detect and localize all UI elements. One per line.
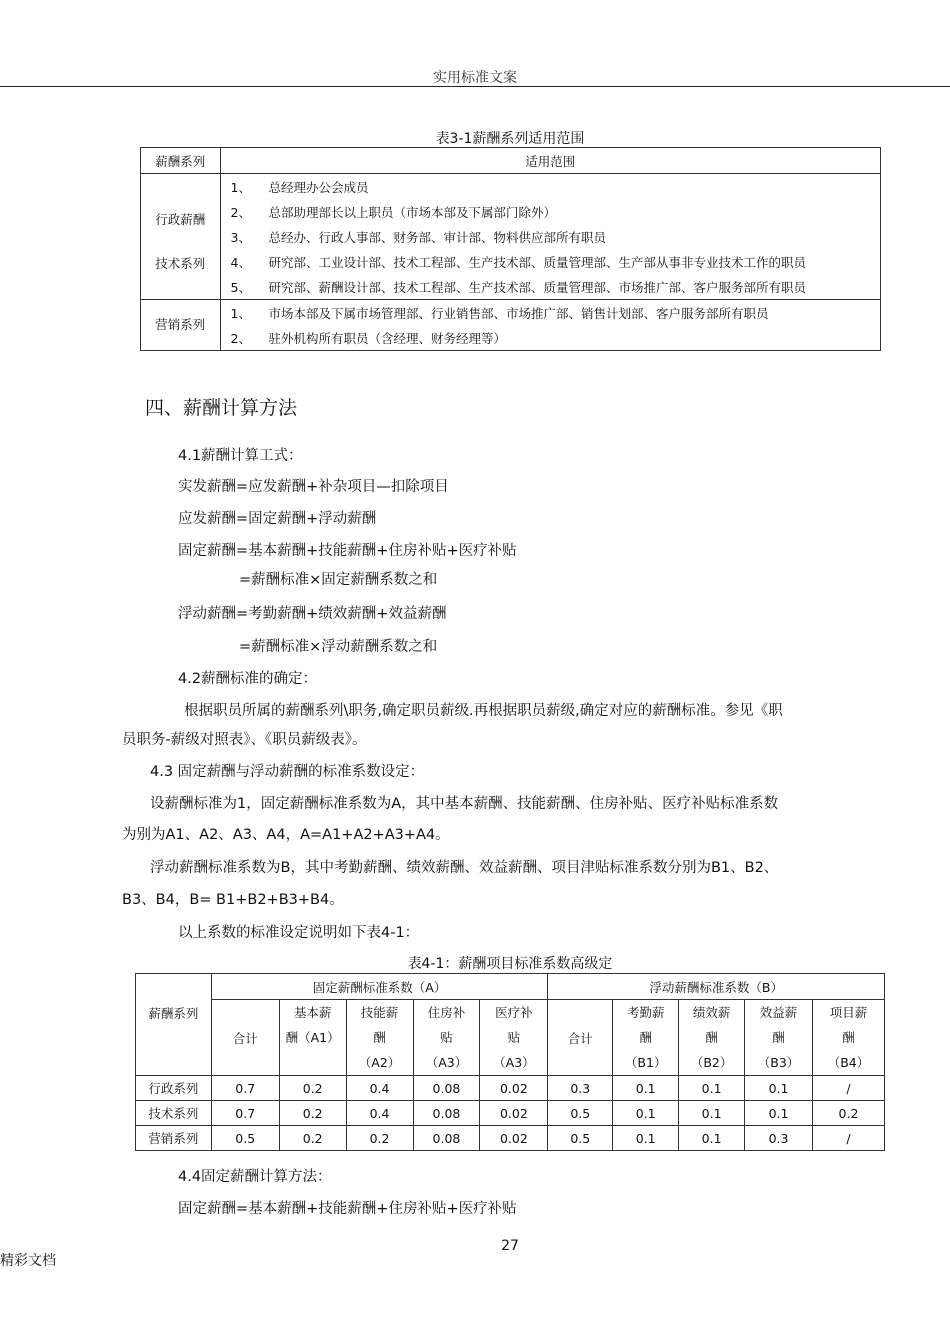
item-text: 总经办、行政人事部、财务部、审计部、物料供应部所有职员	[268, 229, 607, 245]
row-label: 营销系列	[136, 1126, 212, 1151]
col-header-a-total: 合计	[211, 1000, 279, 1076]
paragraph-4-3-line2: 为别为A1、A2、A3、A4，A=A1+A2+A3+A4。	[122, 827, 450, 843]
series-name-line1: 行政薪酬	[155, 211, 206, 227]
cell: 0.1	[613, 1101, 679, 1126]
cell: 0.08	[413, 1076, 480, 1101]
col-header-line: 技能薪	[360, 1005, 399, 1020]
series-name-line2: 技术系列	[155, 255, 206, 271]
paragraph-4-2-line2: 员职务-薪级对照表》、《职员薪级表》。	[122, 732, 367, 748]
list-item	[221, 174, 880, 199]
col-header-line: 效益薪	[759, 1005, 798, 1020]
col-header-line: 绩效薪	[692, 1005, 731, 1020]
cell: 0.1	[679, 1076, 745, 1101]
header-divider	[0, 86, 950, 87]
paragraph-4-2-line1: 根据职员所属的薪酬系列\职务,确定职员薪级.再根据职员薪级,确定对应的薪酬标准。参见《职	[184, 703, 783, 719]
table2-caption: 表4-1：薪酬项目标准系数高级定	[407, 956, 613, 972]
header-title: 实用标准文案	[433, 70, 517, 86]
col-header-a1	[279, 1000, 346, 1076]
list-item	[221, 274, 880, 299]
item-number: 1、	[230, 179, 251, 195]
cell: 0.5	[548, 1101, 613, 1126]
list-item	[221, 224, 880, 249]
item-number: 3、	[230, 229, 251, 245]
col-header-a3	[413, 1000, 480, 1076]
col-header-line: （B2）	[690, 1055, 733, 1070]
cell: 0.7	[211, 1076, 279, 1101]
page-number: 27	[501, 1238, 519, 1254]
paragraph-4-3-line1: 设薪酬标准为1，固定薪酬标准系数为A，其中基本薪酬、技能薪酬、住房补贴、医疗补贴标准系数	[150, 796, 779, 812]
paragraph-4-3-line3: 浮动薪酬标准系数为B，其中考勤薪酬、绩效薪酬、效益薪酬、项目津贴标准系数分别为B1、B2、	[150, 860, 779, 876]
item-text: 总经理办公会成员	[268, 179, 369, 195]
cell: 0.4	[346, 1076, 413, 1101]
item-text: 研究部、薪酬设计部、技术工程部、生产技术部、质量管理部、市场推广部、客户服务部所有职员	[268, 279, 807, 295]
cell: 0.02	[480, 1101, 548, 1126]
group-header-fixed: 固定薪酬标准系数（A）	[211, 974, 548, 1000]
table-row	[136, 1101, 885, 1126]
table-row	[136, 1076, 885, 1101]
formula-floating-pay: 浮动薪酬=考勤薪酬+绩效薪酬+效益薪酬	[178, 606, 447, 622]
cell: 0.4	[346, 1101, 413, 1126]
cell: 0.5	[548, 1126, 613, 1151]
cell: 0.3	[745, 1126, 813, 1151]
item-number: 1、	[230, 305, 251, 321]
col-header-line: （B4）	[827, 1055, 870, 1070]
item-text: 驻外机构所有职员（含经理、财务经理等）	[268, 330, 507, 346]
cell: 0.08	[413, 1101, 480, 1126]
cell: 0.2	[346, 1126, 413, 1151]
formula-floating-pay-2: =薪酬标准×浮动薪酬系数之和	[239, 639, 438, 655]
col-header-series: 薪酬系列	[141, 148, 221, 174]
item-number: 2、	[230, 330, 251, 346]
section-heading: 四、薪酬计算方法	[145, 397, 298, 419]
item-text: 研究部、工业设计部、技术工程部、生产技术部、质量管理部、生产部从事非专业技术工作的职员	[268, 254, 807, 270]
col-header-line: （A3）	[425, 1055, 468, 1070]
col-header-line: 酬	[639, 1030, 652, 1045]
col-header-line: 酬（A1）	[285, 1030, 340, 1045]
cell: 0.1	[745, 1076, 813, 1101]
cell: 0.1	[745, 1101, 813, 1126]
col-header-line: 贴	[440, 1030, 453, 1045]
item-number: 2、	[230, 204, 251, 220]
col-header-scope: 适用范围	[220, 148, 880, 174]
cell: 0.08	[413, 1126, 480, 1151]
series-sales	[141, 300, 221, 351]
row-label: 技术系列	[136, 1101, 212, 1126]
col-header-a4	[480, 1000, 548, 1076]
scope-list-sales	[220, 300, 880, 351]
cell: 0.02	[480, 1076, 548, 1101]
cell: /	[813, 1126, 885, 1151]
formula-net-pay: 实发薪酬=应发薪酬+补杂项目—扣除项目	[178, 479, 449, 495]
item-number: 4、	[230, 254, 251, 270]
col-header-line: 考勤薪	[626, 1005, 665, 1020]
formula-gross-pay: 应发薪酬=固定薪酬+浮动薪酬	[178, 511, 377, 527]
col-header-line: （A2）	[358, 1055, 401, 1070]
item-text: 市场本部及下属市场管理部、行业销售部、市场推广部、销售计划部、客户服务部所有职员	[268, 305, 769, 321]
col-header-a2	[346, 1000, 413, 1076]
list-item	[221, 325, 880, 350]
row-label: 行政系列	[136, 1076, 212, 1101]
cell: 0.1	[679, 1101, 745, 1126]
col-header-line: （A3）	[493, 1055, 535, 1070]
cell: 0.02	[480, 1126, 548, 1151]
cell: 0.2	[279, 1126, 346, 1151]
list-item	[221, 300, 880, 325]
coefficient-table	[135, 973, 885, 1151]
list-item	[221, 199, 880, 224]
group-header-floating: 浮动薪酬标准系数（B）	[548, 974, 885, 1000]
col-header-line: 项目薪	[829, 1005, 868, 1020]
col-header-b1	[613, 1000, 679, 1076]
footer-note: 精彩文档	[0, 1253, 56, 1269]
col-header-line: 酬	[705, 1030, 718, 1045]
cell: 0.3	[548, 1076, 613, 1101]
list-item	[221, 249, 880, 274]
col-header-line: 酬	[842, 1030, 855, 1045]
paragraph-4-3-line5: 以上系数的标准设定说明如下表4-1：	[178, 925, 420, 941]
col-header-line: 酬	[772, 1030, 785, 1045]
col-header-line: （B3）	[757, 1055, 800, 1070]
cell: 0.2	[279, 1076, 346, 1101]
cell: 0.5	[211, 1126, 279, 1151]
item-number: 5、	[230, 279, 251, 295]
cell: 0.1	[613, 1126, 679, 1151]
subsection-4-2: 4.2薪酬标准的确定：	[178, 671, 318, 687]
subsection-4-1: 4.1薪酬计算工式：	[178, 448, 303, 464]
col-header-line: 贴	[507, 1030, 521, 1045]
col-header-b2	[679, 1000, 745, 1076]
cell: /	[813, 1076, 885, 1101]
col-header-line: （B1）	[624, 1055, 667, 1070]
col-header-line: 医疗补	[495, 1005, 533, 1020]
cell: 0.2	[813, 1101, 885, 1126]
cell: 0.2	[279, 1101, 346, 1126]
series-name: 营销系列	[155, 317, 206, 332]
series-admin-tech	[141, 174, 221, 300]
table1-caption: 表3-1薪酬系列适用范围	[435, 131, 585, 147]
cell: 0.1	[679, 1126, 745, 1151]
formula-fixed-pay-calc: 固定薪酬=基本薪酬+技能薪酬+住房补贴+医疗补贴	[178, 1201, 517, 1217]
item-text: 总部助理部长以上职员（市场本部及下属部门除外）	[268, 204, 557, 220]
col-header-line: 基本薪	[293, 1005, 332, 1020]
cell: 0.7	[211, 1101, 279, 1126]
salary-series-table	[140, 147, 881, 351]
col-header-series: 薪酬系列	[136, 974, 212, 1076]
subsection-4-4: 4.4固定薪酬计算方法：	[178, 1169, 332, 1185]
col-header-b3	[745, 1000, 813, 1076]
paragraph-4-3-line4: B3、B4，B= B1+B2+B3+B4。	[122, 892, 344, 908]
subsection-4-3: 4.3 固定薪酬与浮动薪酬的标准系数设定：	[150, 764, 425, 780]
scope-list-admin-tech	[220, 174, 880, 300]
cell: 0.1	[613, 1076, 679, 1101]
formula-fixed-pay: 固定薪酬=基本薪酬+技能薪酬+住房补贴+医疗补贴	[178, 543, 517, 559]
col-header-line: 酬	[373, 1030, 386, 1045]
col-header-b4	[813, 1000, 885, 1076]
table-row	[136, 1126, 885, 1151]
col-header-line: 住房补	[427, 1005, 466, 1020]
formula-fixed-pay-2: =薪酬标准×固定薪酬系数之和	[239, 572, 438, 588]
col-header-b-total: 合计	[548, 1000, 613, 1076]
